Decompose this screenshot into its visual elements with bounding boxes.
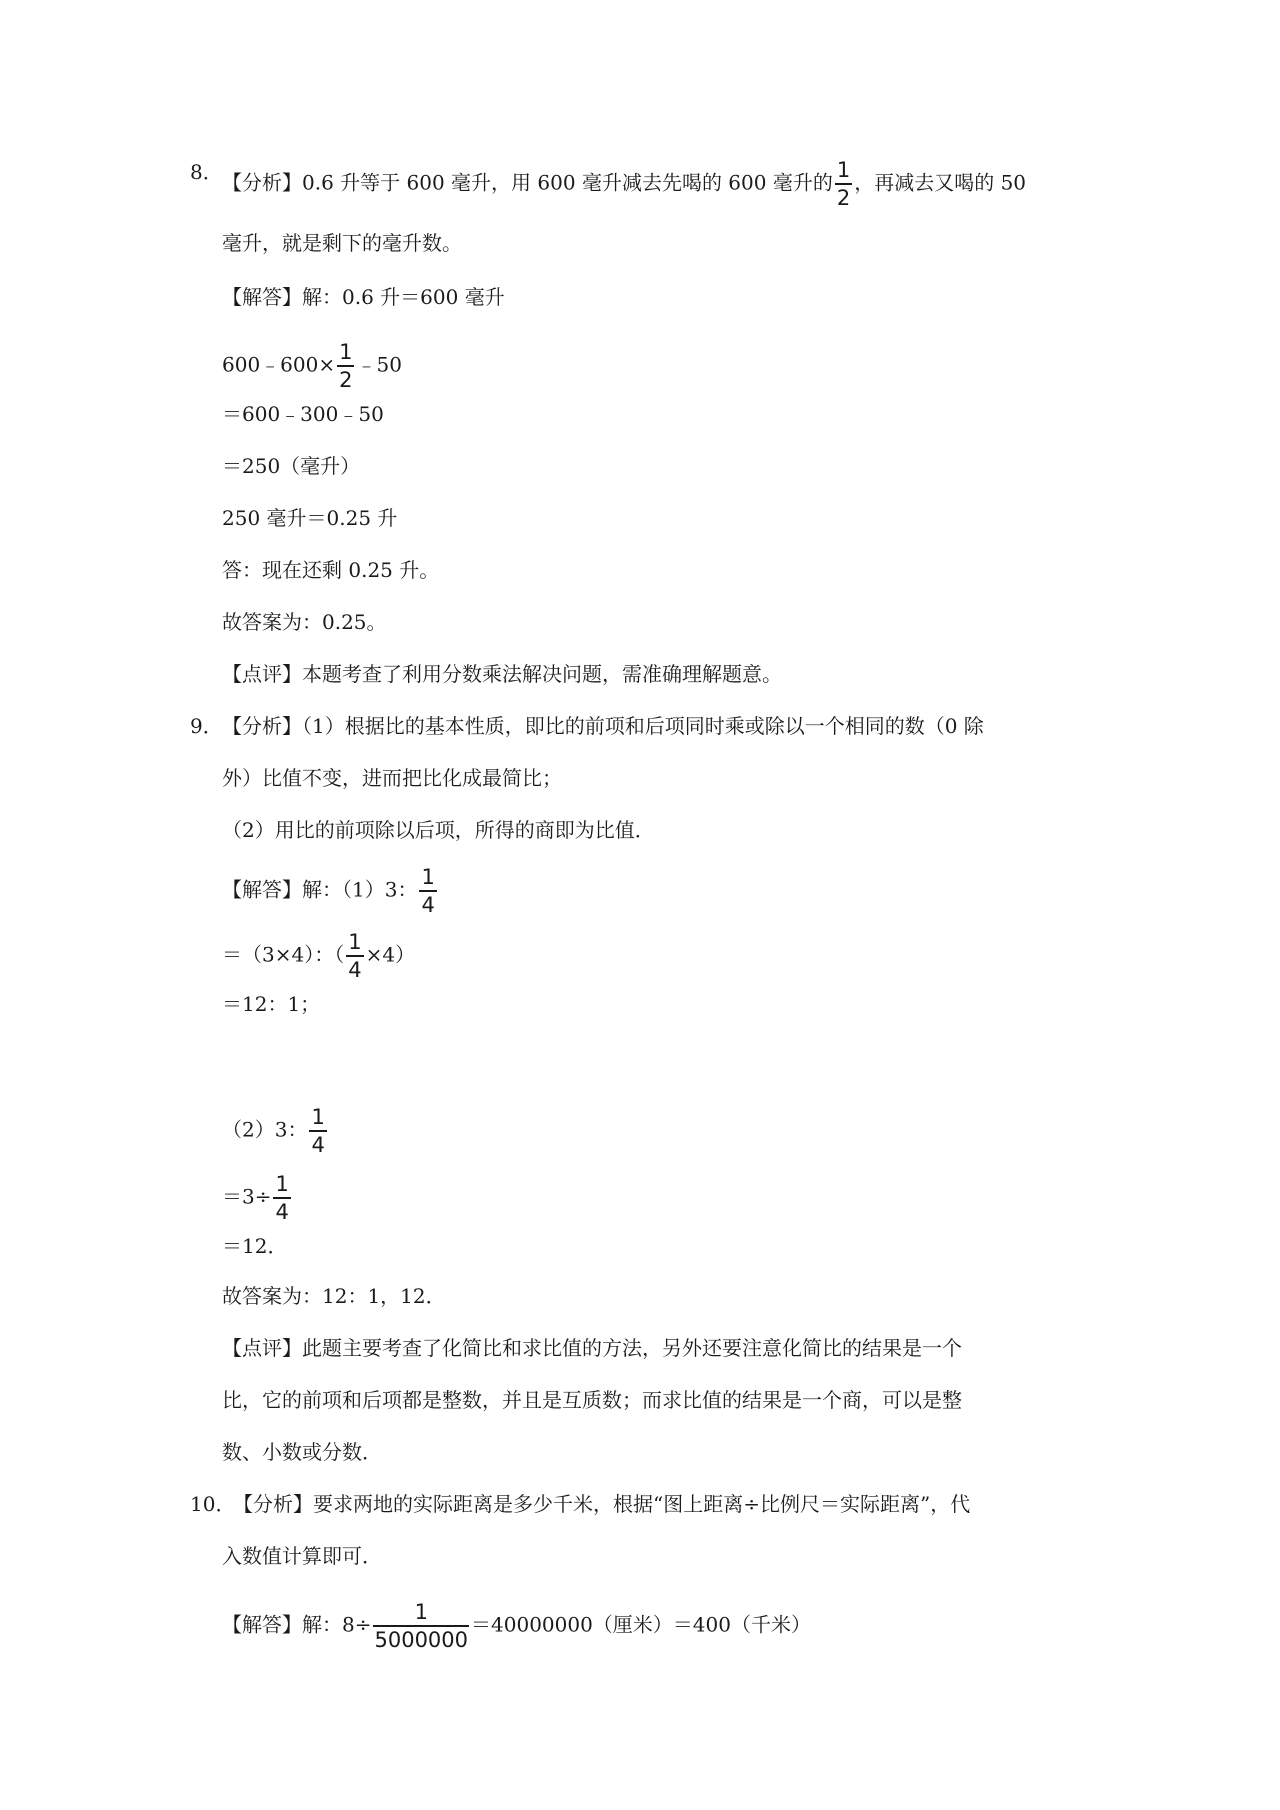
q9-analysis-line1: 【分析】（1）根据比的基本性质，即比的前项和后项同时乘或除以一个相同的数（0 除 (222, 714, 984, 738)
q8-eq1-text-a: 600﹣600× (222, 352, 336, 377)
q9-answer-head-text: 【解答】解：（1）3： (222, 877, 418, 902)
q8-analysis-text-b: ，再减去又喝的 50 (854, 170, 1027, 195)
q8-analysis-line2: 毫升，就是剩下的毫升数。 (222, 231, 462, 255)
q10-fraction (373, 1600, 469, 1652)
q8-equation-4: 250 毫升＝0.25 升 (222, 506, 398, 530)
q9-step1-text-b: ×4） (365, 942, 416, 967)
q9-analysis-line2: 外）比值不变，进而把比化成最简比； (222, 766, 562, 790)
q9-part2-head-text: （2）3： (222, 1117, 308, 1142)
q10-number: 10． (190, 1492, 236, 1516)
q9-fraction-b (346, 930, 363, 982)
q8-analysis-text-a: 【分析】0.6 升等于 600 毫升，用 600 毫升减去先喝的 600 毫升的 (222, 170, 833, 195)
fraction-numerator: 1 (421, 865, 435, 889)
q8-number: 8． (190, 160, 223, 184)
fraction-numerator: 1 (311, 1105, 325, 1129)
fraction-denominator: 4 (275, 1200, 289, 1224)
q8-analysis-line1 (222, 158, 1026, 210)
q8-answer-head: 【解答】解：0.6 升＝600 毫升 (222, 285, 505, 309)
q9-part2-step-1 (222, 1172, 293, 1224)
q8-equation-1 (222, 340, 402, 392)
fraction-denominator: 4 (311, 1133, 325, 1157)
q9-answer-head (222, 865, 439, 917)
q8-equation-3: ＝250（毫升） (222, 454, 361, 478)
q8-comment: 【点评】本题考查了利用分数乘法解决问题，需准确理解题意。 (222, 662, 782, 686)
q9-fraction-a (419, 865, 436, 917)
q10-answer-text-b: ＝40000000（厘米）＝400（千米） (471, 1612, 811, 1637)
fraction-denominator: 2 (339, 368, 353, 392)
fraction-bar (835, 183, 852, 185)
q9-number: 9． (190, 714, 223, 738)
q10-answer-text-a: 【解答】解：8÷ (222, 1612, 372, 1637)
q8-analysis-fraction (835, 158, 852, 210)
q9-step1-text-a: ＝（3×4）：（ (222, 942, 345, 967)
fraction-numerator: 1 (339, 340, 353, 364)
q9-analysis-line3: （2）用比的前项除以后项，所得的商即为比值． (222, 818, 655, 842)
fraction-denominator: 4 (348, 958, 362, 982)
fraction-denominator: 2 (836, 186, 851, 210)
q8-eq1-text-b: ﹣50 (356, 352, 402, 377)
fraction-bar (273, 1197, 290, 1199)
fraction-denominator: 5000000 (374, 1628, 469, 1652)
q9-fraction-d (273, 1172, 290, 1224)
fraction-numerator: 1 (836, 158, 851, 182)
fraction-numerator: 1 (348, 930, 362, 954)
fraction-bar (309, 1130, 326, 1132)
q9-comment-line2: 比，它的前项和后项都是整数，并且是互质数；而求比值的结果是一个商，可以是整 (222, 1388, 962, 1412)
q9-part2-step-2: ＝12． (222, 1234, 288, 1258)
q10-analysis-line1: 【分析】要求两地的实际距离是多少千米，根据“图上距离÷比例尺＝实际距离”，代 (233, 1492, 971, 1516)
q8-final-answer: 故答案为：0.25。 (222, 610, 387, 634)
q8-equation-2: ＝600﹣300﹣50 (222, 402, 384, 426)
q9-part2-head (222, 1105, 329, 1157)
fraction-bar (346, 955, 363, 957)
q9-part2-step1-text: ＝3÷ (222, 1184, 272, 1209)
q8-eq1-fraction (337, 340, 354, 392)
fraction-bar (373, 1625, 469, 1627)
q9-fraction-c (309, 1105, 326, 1157)
q9-comment-line1: 【点评】此题主要考查了化简比和求比值的方法，另外还要注意化简比的结果是一个 (222, 1336, 962, 1360)
fraction-numerator: 1 (275, 1172, 289, 1196)
q8-reply: 答：现在还剩 0.25 升。 (222, 558, 440, 582)
fraction-bar (419, 890, 436, 892)
q9-step-2: ＝12：1； (222, 992, 321, 1016)
fraction-numerator: 1 (414, 1600, 428, 1624)
q9-final-answer: 故答案为：12：1，12． (222, 1284, 446, 1308)
q10-analysis-line2: 入数值计算即可． (222, 1544, 382, 1568)
fraction-denominator: 4 (421, 893, 435, 917)
q10-answer (222, 1600, 811, 1652)
fraction-bar (337, 365, 354, 367)
q9-step-1 (222, 930, 415, 982)
q9-comment-line3: 数、小数或分数． (222, 1440, 382, 1464)
